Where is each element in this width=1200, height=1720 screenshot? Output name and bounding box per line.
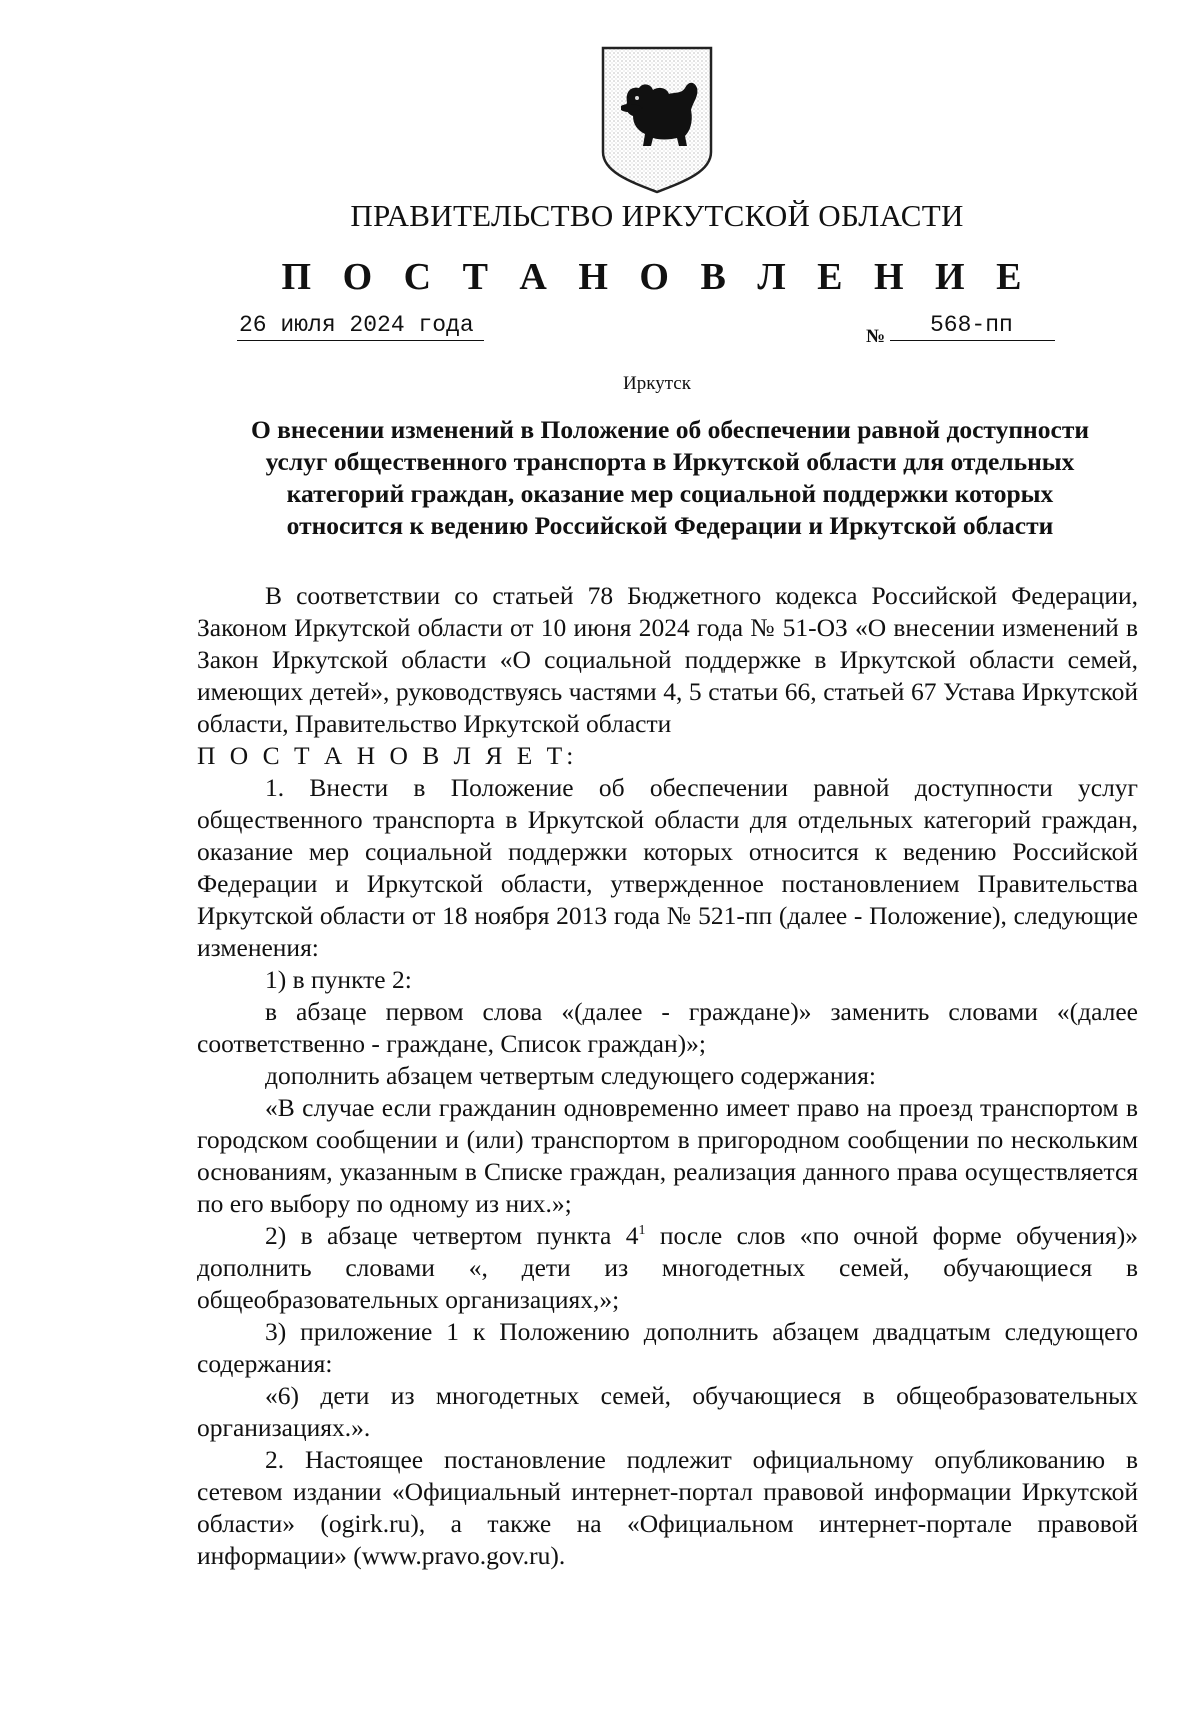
coat-of-arms-icon xyxy=(597,44,717,196)
clause-1: 1. Внести в Положение об обеспечении равной доступности услуг общественного транспорта в Иркутской области для отдельных категорий граждан, оказание мер социальной поддержки которых относится к ведению Российской Федерации и Иркутской области, утвержденное постановлением Правительства Иркутской области от 18 ноября 2013 года № 521-пп (далее - Положение), следующие изменения: xyxy=(197,773,1138,962)
heading-line: услуг общественного транспорта в Иркутской области для отдельных xyxy=(265,447,1075,476)
paragraph: дополнить абзацем четвертым следующего содержания: xyxy=(265,1061,876,1090)
preamble-paragraph: В соответствии со статьей 78 Бюджетного кодекса Российской Федерации, Законом Иркутской области от 10 июня 2024 года № 51-ОЗ «О внесении изменений в Закон Иркутской области «О социальной поддержке в Иркутской области семей, имеющих детей», руководствуясь частями 4, 5 статьи 66, статьей 67 Устава Иркутской области, Правительство Иркутской области xyxy=(197,581,1138,738)
quoted-paragraph: «6) дети из многодетных семей, обучающиеся в общеобразовательных организациях.». xyxy=(197,1381,1138,1442)
subclause-1-3: 3) приложение 1 к Положению дополнить абзацем двадцатым следующего содержания: xyxy=(197,1317,1138,1378)
document-heading xyxy=(200,414,1140,542)
heading-line: относится к ведению Российской Федерации и Иркутской области xyxy=(286,511,1054,540)
government-title: ПРАВИТЕЛЬСТВО ИРКУТСКОЙ ОБЛАСТИ xyxy=(350,198,964,233)
document-date: 26 июля 2024 года xyxy=(237,312,484,341)
paragraph: в абзаце первом слова «(далее - граждане)» заменить словами «(далее соответственно - граждане, Список граждан)»; xyxy=(197,997,1138,1058)
heading-line: О внесении изменений в Положение об обеспечении равной доступности xyxy=(250,415,1090,444)
decree-word: П О С Т А Н О В Л Я Е Т: xyxy=(197,741,578,770)
subclause-1-1: 1) в пункте 2: xyxy=(265,965,412,994)
subclause-1-2 xyxy=(197,1220,1138,1316)
text-span: 2) в абзаце четвертом пункта 4 xyxy=(265,1221,639,1250)
heading-line: категорий граждан, оказание мер социальной поддержки которых xyxy=(286,479,1054,508)
superscript: 1 xyxy=(638,1223,646,1238)
document-body xyxy=(197,580,1138,1572)
document-number: 568-пп xyxy=(890,312,1055,341)
quoted-paragraph: «В случае если гражданин одновременно имеет право на проезд транспортом в городском сообщении и (или) транспортом в пригородном сообщении по нескольким основаниям, указанным в Списке граждан, реализация данного права осуществляется по его выбору по одному из них.»; xyxy=(197,1093,1138,1218)
document-city: Иркутск xyxy=(623,373,691,394)
text-span: после слов «по очной форме обучения)» дополнить словами «, дети из многодетных семей, обучающиеся в общеобразовательных организациях,»; xyxy=(197,1221,1138,1314)
document-kind: П О С Т А Н О В Л Е Н И Е xyxy=(281,256,1033,298)
clause-2: 2. Настоящее постановление подлежит официальному опубликованию в сетевом издании «Официальный интернет-портал правовой информации Иркутской области» (ogirk.ru), а также на «Официальном интернет-портале правовой информации» (www.pravo.gov.ru). xyxy=(197,1445,1138,1570)
number-sign: № xyxy=(866,326,886,347)
